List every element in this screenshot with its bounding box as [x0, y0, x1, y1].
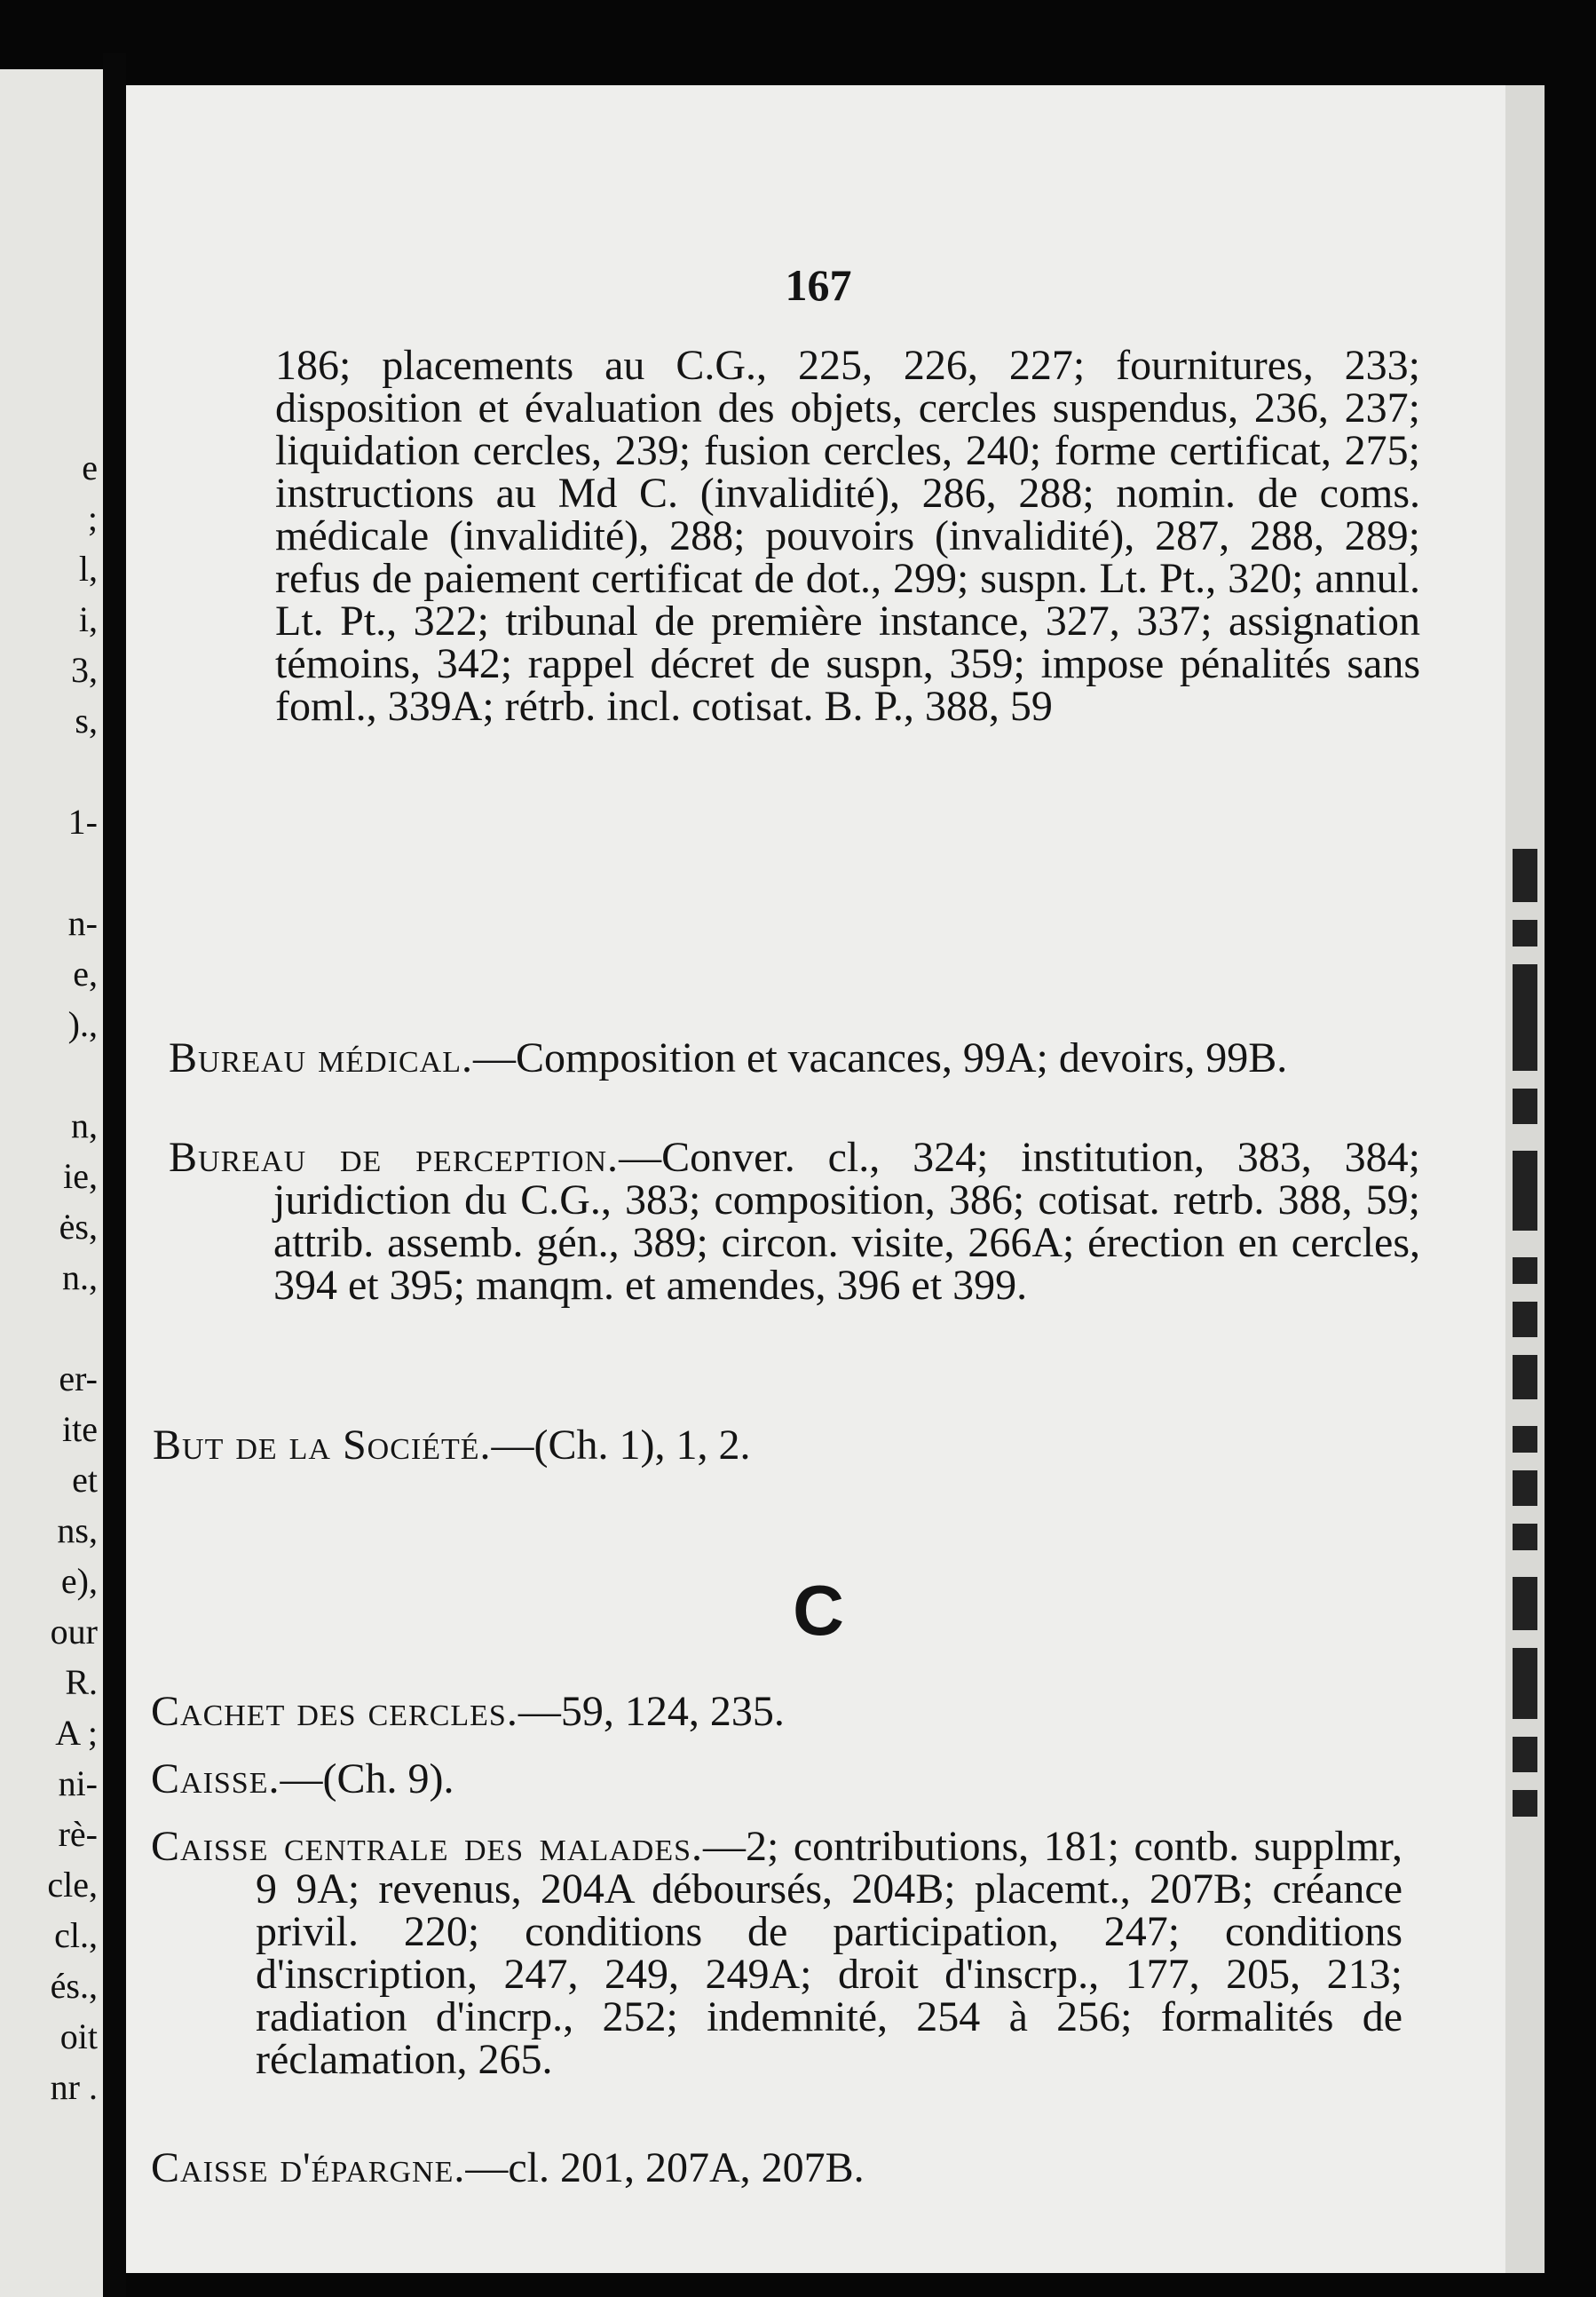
- page-content: [126, 85, 1511, 2273]
- left-page-fragment: ės,: [59, 1207, 98, 1247]
- left-page-fragment: cl.,: [54, 1915, 98, 1955]
- edge-mark: [1513, 1470, 1537, 1506]
- edge-mark: [1513, 1089, 1537, 1124]
- left-page-fragment: [0, 746, 98, 796]
- page-number: 167: [785, 260, 852, 310]
- left-page-fragment: oit: [59, 2016, 98, 2056]
- index-entry-cachet: [151, 1688, 1420, 1735]
- left-page-fragment: ite: [62, 1409, 98, 1449]
- edge-mark: [1513, 1151, 1537, 1231]
- left-page-fragment: ni-: [58, 1763, 98, 1803]
- entry-body: —cl. 201, 207A, 207B.: [465, 2144, 865, 2191]
- left-page-fragment: ns,: [57, 1510, 98, 1550]
- left-page-fragment: és.,: [50, 1966, 98, 2006]
- left-page-fragment: R.: [65, 1662, 98, 1702]
- entry-heading: Bureau médical.: [169, 1034, 473, 1081]
- index-entry-caisse: [151, 1755, 1420, 1802]
- edge-mark: [1513, 1426, 1537, 1453]
- edge-mark: [1513, 964, 1537, 1071]
- index-entry-bureau-perception: [169, 1134, 1420, 1309]
- entry-heading: Caisse d'épargne.: [151, 2144, 466, 2191]
- left-page-fragment: l,: [78, 549, 98, 589]
- entry-body: —(Ch. 9).: [280, 1755, 454, 1802]
- index-entry-caisse-epargne: [151, 2144, 1420, 2191]
- left-page-fragment: er-: [59, 1358, 98, 1398]
- left-page-fragment: i,: [78, 599, 98, 639]
- left-page-fragment: et: [72, 1460, 98, 1500]
- page-edge-strip: [1505, 85, 1545, 2273]
- left-page-text-fragments: [0, 442, 98, 2112]
- left-page-fragment: 1-: [67, 802, 98, 842]
- entry-body: —2; contributions, 181; contb. supplmr, 9 9A; revenus, 204A déboursés, 204B; placemt., 207B; créance privil. 220; conditions de participation, 247; conditions d'inscription, 247, 249, 249A; droit d'inscrp., 177, 205, 213; radiation d'incrp., 252; indemnité, 254 à 256; formalités de réclamation, 265.: [256, 1823, 1402, 2083]
- left-page-fragment: ie,: [63, 1156, 98, 1196]
- left-page-fragment: ).,: [67, 1004, 98, 1044]
- entry-heading: Bureau de perception.: [169, 1134, 620, 1181]
- edge-mark: [1513, 1737, 1537, 1772]
- left-page-edge: [0, 69, 103, 2297]
- edge-mark: [1513, 920, 1537, 947]
- entry-heading: Caisse centrale des malades.: [151, 1823, 704, 1870]
- edge-mark: [1513, 849, 1537, 902]
- entry-heading: Cachet des cercles.: [151, 1688, 518, 1735]
- entry-heading: But de la Société.: [153, 1422, 492, 1469]
- left-page-fragment: e),: [60, 1561, 98, 1601]
- left-page-fragment: cle,: [47, 1865, 98, 1905]
- entry-body: —59, 124, 235.: [518, 1688, 785, 1735]
- left-page-fragment: nr .: [50, 2067, 98, 2107]
- left-page-fragment: [0, 1303, 98, 1353]
- left-page-fragment: n.,: [62, 1257, 98, 1297]
- index-entry-bureau-medical: [169, 1034, 1420, 1081]
- left-page-fragment: A ;: [55, 1713, 98, 1753]
- edge-mark: [1513, 1355, 1537, 1399]
- left-page-fragment: n-: [67, 903, 98, 943]
- edge-mark: [1513, 1648, 1537, 1719]
- left-page-fragment: n,: [71, 1105, 98, 1145]
- left-page-fragment: 3,: [71, 650, 98, 690]
- left-page-fragment: s,: [75, 701, 98, 741]
- edge-mark: [1513, 1790, 1537, 1817]
- edge-mark: [1513, 1302, 1537, 1337]
- left-page-fragment: [0, 847, 98, 898]
- section-letter-heading: C: [793, 1571, 844, 1650]
- edge-mark: [1513, 1524, 1537, 1550]
- entry-body: —Conver. cl., 324; institution, 383, 384; juridiction du C.G., 383; composition, 386; cotisat. retrb. 388, 59; attrib. assemb. gén., 389; circon. visite, 266A; érection en cercles, 394 et 395; manqm. et amendes, 396 et 399.: [273, 1134, 1420, 1309]
- entry-heading: Caisse.: [151, 1755, 280, 1802]
- right-page: [126, 85, 1545, 2273]
- index-entry-continued: 186; placements au C.G., 225, 226, 227; fournitures, 233; disposition et évaluation des objets, cercles suspendus, 236, 237; liquidation cercles, 239; fusion cercles, 240; forme certificat, 275; instructions au Md C. (invalidité), 286, 288; nomin. de coms. médicale (invalidité), 288; pouvoirs (invalidité), 287, 288, 289; refus de paiement certificat de dot., 299; suspn. Lt. Pt., 320; annul. Lt. Pt., 322; tribunal de première instance, 327, 337; assignation témoins, 342; rappel décret de suspn, 359; impose pénalités sans foml., 339A; rétrb. incl. cotisat. B. P., 388, 59: [275, 342, 1420, 730]
- edge-mark: [1513, 1257, 1537, 1284]
- index-entry-caisse-centrale: [151, 1823, 1402, 2083]
- left-page-fragment: our: [50, 1612, 98, 1651]
- page-gutter: [103, 53, 126, 2297]
- index-entry-but-societe: [153, 1424, 1422, 1467]
- edge-mark: [1513, 1577, 1537, 1630]
- left-page-fragment: ;: [87, 498, 98, 538]
- entry-body: —(Ch. 1), 1, 2.: [491, 1422, 751, 1469]
- entry-body: —Composition et vacances, 99A; devoirs, 99B.: [473, 1034, 1288, 1081]
- left-page-fragment: rè-: [58, 1814, 98, 1854]
- left-page-fragment: e: [82, 448, 98, 487]
- left-page-fragment: [0, 1049, 98, 1100]
- left-page-fragment: e,: [73, 954, 98, 994]
